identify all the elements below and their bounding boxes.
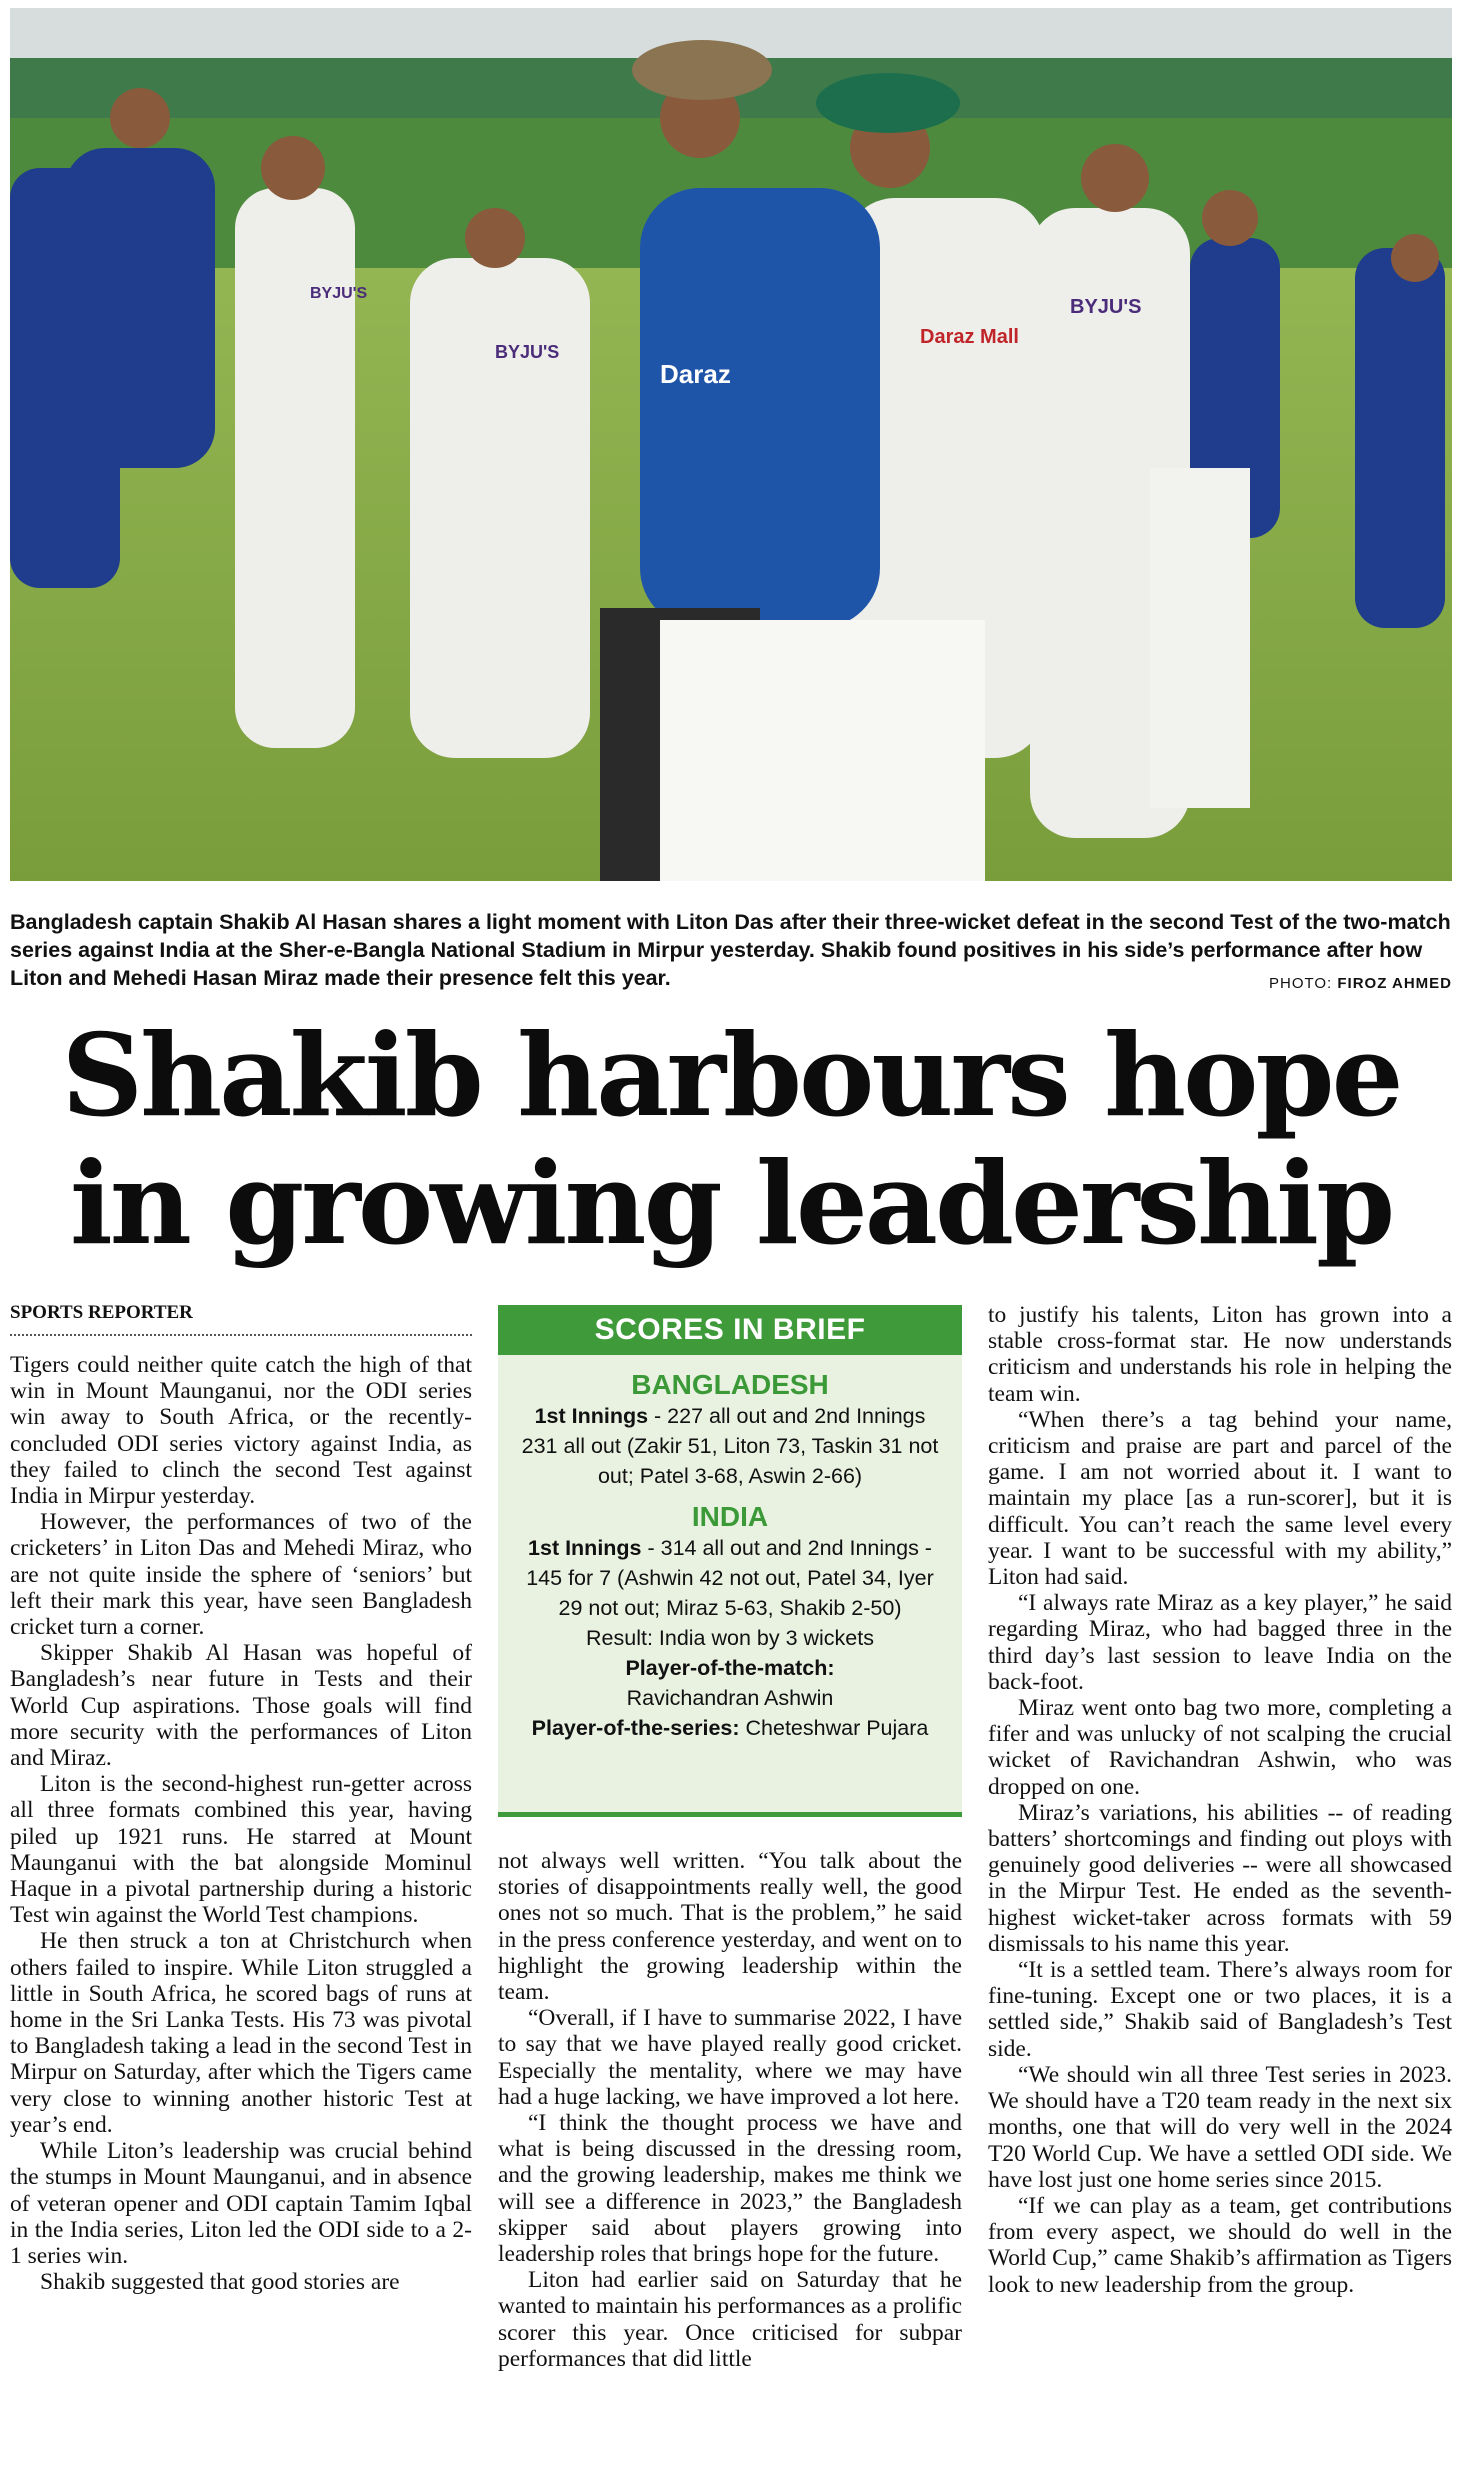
photo-credit-label: PHOTO: bbox=[1268, 975, 1333, 992]
daraz-mall-logo: Daraz Mall bbox=[920, 326, 1019, 348]
innings-label: 1st Innings bbox=[534, 1404, 649, 1428]
byjus-logo-right: BYJU'S bbox=[1070, 296, 1142, 318]
pots-name: Cheteshwar Pujara bbox=[739, 1716, 929, 1740]
team-bangladesh-heading: BANGLADESH bbox=[631, 1369, 829, 1400]
scores-heading: SCORES IN BRIEF bbox=[498, 1305, 962, 1355]
daraz-logo: Daraz bbox=[660, 359, 731, 389]
photo-caption: Bangladesh captain Shakib Al Hasan shares a light moment with Liton Das after their three-wicket defeat in the second Test of the two-match series against India at the Sher-e-Bangla National Stadium in Mirpur yesterday. Shakib found positives in his side’s performance after how Liton and Mehedi Hasan Miraz made their presence felt this year. bbox=[10, 910, 1451, 990]
paragraph: “Overall, if I have to summarise 2022, I have to say that we have played really good cricket. Especially the mentality, where we may have had a huge lacking, we have improved a lot here. bbox=[498, 2005, 962, 2110]
paragraph: Tigers could neither quite catch the high of that win in Mount Maunganui, nor the ODI series win away to South Africa, or the recently-concluded ODI series victory against India, as they failed to clinch the second Test against India in Mirpur yesterday. bbox=[10, 1352, 472, 1510]
paragraph: Miraz went onto bag two more, completing a fifer and was unlucky of not scalping the crucial wicket of Ravichandran Ashwin, who was dropped on one. bbox=[988, 1695, 1452, 1800]
byjus-logo-mid: BYJU'S bbox=[495, 342, 560, 362]
scores-in-brief-box bbox=[498, 1305, 962, 1817]
innings-text: - 227 all out and 2nd Innings 231 all out (Zakir 51, Liton 73, Taskin 31 not out; Patel 3-68, Aswin 2-66) bbox=[521, 1404, 939, 1488]
bangladesh-innings bbox=[498, 1401, 962, 1491]
headline bbox=[0, 1009, 1462, 1270]
article-column-2 bbox=[498, 1848, 962, 2372]
paragraph: “When there’s a tag behind your name, criticism and praise are part and parcel of the game. I am not worried about it. I want to maintain my place [as a run-scorer], but it is difficult. You can’t reach the same level every year. I want to be successful with my ability,” Liton had said. bbox=[988, 1406, 1452, 1591]
paragraph: Miraz’s variations, his abilities -- of reading batters’ shortcomings and finding out ploys with genuinely good deliveries -- were all showcased in the Mirpur Test. He ended as the seventh-highest wicket-taker across formats with 59 dismissals to his name this year. bbox=[988, 1799, 1452, 1957]
paragraph: While Liton’s leadership was crucial behind the stumps in Mount Maunganui, and in absence of veteran opener and ODI captain Tamim Iqbal in the India series, Liton led the ODI side to a 2-1 series win. bbox=[10, 2138, 472, 2269]
paragraph: Skipper Shakib Al Hasan was hopeful of Bangladesh’s near future in Tests and their World Cup aspirations. Those goals will find more security with the performances of Liton and Miraz. bbox=[10, 1640, 472, 1772]
byline: SPORTS REPORTER bbox=[10, 1302, 472, 1336]
potm-label: Player-of-the-match: bbox=[625, 1656, 835, 1680]
paragraph: “I think the thought process we have and what is being discussed in the dressing room, and the growing leadership, makes me think we will see a difference in 2023,” the Bangladesh skipper said about players growing into leadership roles that brings hope for the future. bbox=[498, 2110, 962, 2268]
paragraph: However, the performances of two of the cricketers’ in Liton Das and Mehedi Miraz, who are not quite inside the sphere of ‘seniors’ but left their mark this year, have seen Bangladesh cricket turn a corner. bbox=[10, 1509, 472, 1641]
innings-text: - 314 all out and 2nd Innings - 145 for 7 (Ashwin 42 not out, Patel 34, Iyer 29 not out; Miraz 5-63, Shakib 2-50) bbox=[526, 1536, 934, 1620]
match-result: Result: India won by 3 wickets bbox=[586, 1626, 874, 1650]
paragraph: “I always rate Miraz as a key player,” he said regarding Miraz, who had bagged three in the third day’s last session to leave India on the back-foot. bbox=[988, 1590, 1452, 1695]
headline-line-2: in growing leadership bbox=[69, 1137, 1393, 1270]
paragraph: He then struck a ton at Christchurch when others failed to inspire. While Liton struggled a little in South Africa, he scored bags of runs at home in the Sri Lanka Tests. His 73 was pivotal to Bangladesh taking a lead in the second Test in Mirpur on Saturday, after which the Tigers came very close to winning another historic Test at year’s end. bbox=[10, 1928, 472, 2138]
india-innings bbox=[498, 1533, 962, 1623]
pots-label: Player-of-the-series: bbox=[531, 1716, 740, 1740]
paragraph: Liton is the second-highest run-getter across all three formats combined this year, having piled up 1921 runs. He starred at Mount Maunganui with the bat alongside Mominul Haque in a pivotal partnership during a historic Test win against the World Test champions. bbox=[10, 1771, 472, 1929]
innings-label: 1st Innings bbox=[528, 1536, 642, 1560]
team-india-heading: INDIA bbox=[691, 1501, 769, 1532]
article-column-3 bbox=[988, 1302, 1452, 2298]
paragraph: Liton had earlier said on Saturday that he wanted to maintain his performances as a prolific scorer this year. Once criticised for subpar performances that did little bbox=[498, 2267, 962, 2372]
photo-illustration bbox=[10, 8, 1452, 881]
paragraph: not always well written. “You talk about the stories of disappointments really well, the good ones not so much. That is the problem,” he said in the press conference yesterday, and went on to highlight the growing leadership within the team. bbox=[498, 1848, 962, 2006]
paragraph: “It is a settled team. There’s always room for fine-tuning. Except one or two places, it is a settled side,” Shakib said of Bangladesh’s Test side. bbox=[988, 1957, 1452, 2062]
headline-line-1: Shakib harbours hope bbox=[61, 1009, 1401, 1142]
byjus-logo-left: BYJU'S bbox=[310, 285, 368, 302]
player-of-series bbox=[498, 1713, 962, 1743]
paragraph: to justify his talents, Liton has grown into a stable cross-format star. He now understands criticism and understands his role in helping the team win. bbox=[988, 1302, 1452, 1407]
news-photo bbox=[10, 8, 1452, 881]
photo-credit bbox=[1269, 975, 1452, 992]
paragraph: Shakib suggested that good stories are bbox=[40, 2269, 400, 2296]
article-column-1 bbox=[10, 1352, 472, 2295]
photo-credit-name: FIROZ AHMED bbox=[1337, 975, 1452, 992]
paragraph: “If we can play as a team, get contributions from every aspect, we should do well in the World Cup,” came Shakib’s affirmation as Tigers look to new leadership from the group. bbox=[988, 2192, 1452, 2298]
player-of-match-label bbox=[498, 1653, 962, 1683]
player-of-match-name: Ravichandran Ashwin bbox=[626, 1686, 834, 1710]
paragraph: “We should win all three Test series in 2023. We should have a T20 team ready in the next six months, one that will do very well in the 2024 T20 World Cup. We have a settled ODI side. We have lost just one home series since 2015. bbox=[988, 2061, 1452, 2193]
